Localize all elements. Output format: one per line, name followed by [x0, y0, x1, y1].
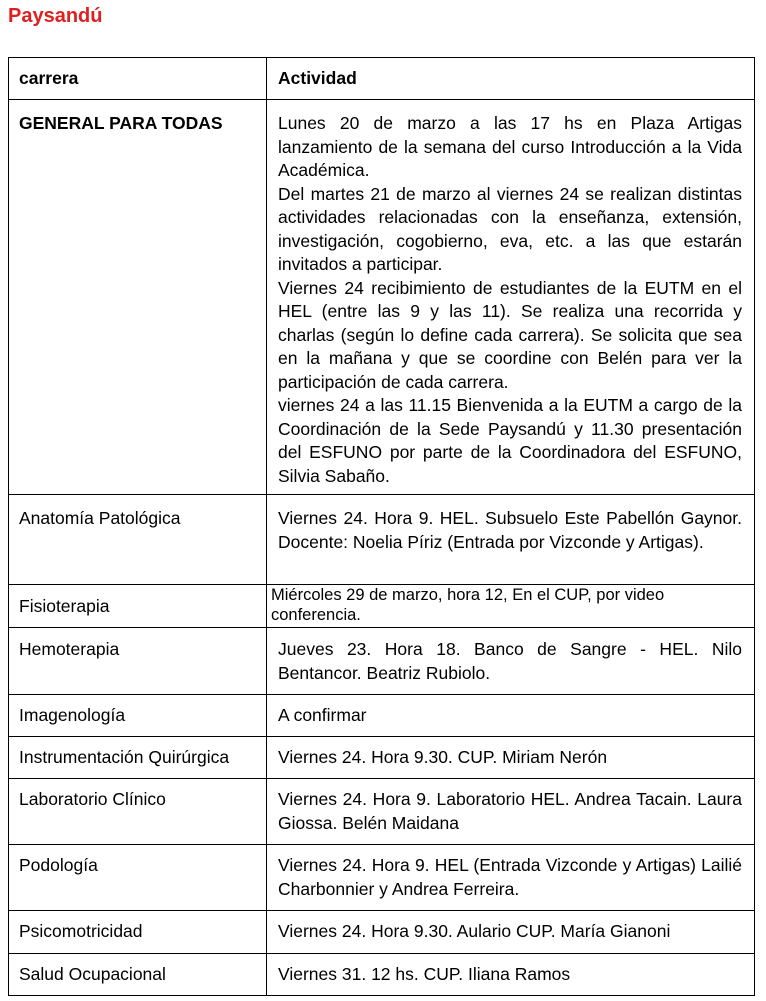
carrera-cell: Salud Ocupacional	[9, 954, 267, 996]
actividad-cell: Viernes 24. Hora 9. Laboratorio HEL. Andrea Tacain. Laura Giossa. Belén Maidana	[267, 779, 755, 845]
column-header-carrera: carrera	[9, 58, 267, 100]
carrera-cell: GENERAL PARA TODAS	[9, 100, 267, 495]
table-row	[9, 585, 755, 628]
table-row	[9, 628, 755, 695]
table-row	[9, 695, 755, 737]
carrera-cell: Anatomía Patológica	[9, 495, 267, 585]
column-header-actividad: Actividad	[267, 58, 755, 100]
carrera-cell: Psicomotricidad	[9, 911, 267, 954]
table-row	[9, 954, 755, 996]
table-row	[9, 845, 755, 911]
carrera-cell: Imagenología	[9, 695, 267, 737]
actividad-cell: Viernes 24. Hora 9. HEL. Subsuelo Este Pabellón Gaynor. Docente: Noelia Píriz (Entrada por Vizconde y Artigas).	[267, 495, 755, 585]
activities-table	[8, 57, 755, 996]
carrera-cell: Laboratorio Clínico	[9, 779, 267, 845]
table-row	[9, 495, 755, 585]
carrera-cell: Hemoterapia	[9, 628, 267, 695]
carrera-cell: Instrumentación Quirúrgica	[9, 737, 267, 779]
table-row	[9, 911, 755, 954]
general-paragraph: Viernes 24 recibimiento de estudiantes de la EUTM en el HEL (entre las 9 y las 11). Se realiza una recorrida y charlas (según lo define cada carrera). Se solicita que sea en la mañana y que se coordine con Belén para ver la participación de cada carrera.	[278, 277, 742, 392]
table-row	[9, 737, 755, 779]
actividad-cell: A confirmar	[267, 695, 755, 737]
actividad-cell: Viernes 24. Hora 9.30. Aulario CUP. María Gianoni	[267, 911, 755, 954]
actividad-cell: Viernes 31. 12 hs. CUP. Iliana Ramos	[267, 954, 755, 996]
actividad-cell	[267, 100, 755, 495]
general-paragraph: viernes 24 a las 11.15 Bienvenida a la EUTM a cargo de la Coordinación de la Sede Paysandú y 11.30 presentación del ESFUNO por parte de la Coordinadora del ESFUNO, Silvia Sabaño.	[278, 395, 742, 486]
table-row-general	[9, 100, 755, 495]
table-row	[9, 779, 755, 845]
carrera-cell: Fisioterapia	[9, 585, 267, 628]
general-paragraph: Lunes 20 de marzo a las 17 hs en Plaza Artigas lanzamiento de la semana del curso Introducción a la Vida Académica.	[278, 113, 742, 180]
actividad-cell: Viernes 24. Hora 9. HEL (Entrada Vizconde y Artigas) Lailié Charbonnier y Andrea Ferreira.	[267, 845, 755, 911]
carrera-cell: Podología	[9, 845, 267, 911]
actividad-cell: Jueves 23. Hora 18. Banco de Sangre - HEL. Nilo Bentancor. Beatriz Rubiolo.	[267, 628, 755, 695]
general-paragraph: Del martes 21 de marzo al viernes 24 se realizan distintas actividades relacionadas con la enseñanza, extensión, investigación, cogobierno, eva, etc. a las que estarán invitados a participar.	[278, 183, 742, 274]
actividad-cell: Viernes 24. Hora 9.30. CUP. Miriam Nerón	[267, 737, 755, 779]
actividad-cell: Miércoles 29 de marzo, hora 12, En el CUP, por video conferencia.	[267, 585, 755, 628]
table-header-row	[9, 58, 755, 100]
page-title: Paysandú	[8, 5, 103, 27]
